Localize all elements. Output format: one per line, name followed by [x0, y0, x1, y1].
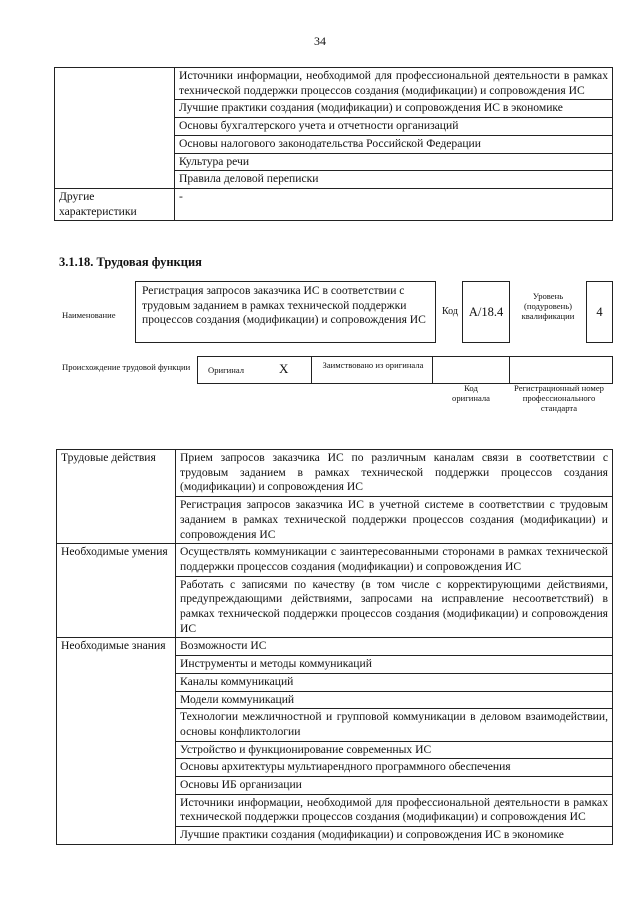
registration-number-label: Регистрационный номер профессионального стандарта [514, 383, 604, 413]
qualification-level-value: 4 [596, 304, 603, 319]
table-cell: Основы архитектуры мультиарендного программного обеспечения [176, 759, 613, 777]
table-row [55, 188, 613, 220]
row-group-label: Трудовые действия [57, 450, 176, 544]
origin-cell-divider [311, 357, 312, 383]
qualification-level-label: Уровень (подуровень) квалификации [521, 291, 575, 321]
row-group-label: Другие характеристики [55, 188, 175, 220]
top-requirements-table [54, 67, 613, 221]
table-cell: Лучшие практики создания (модификации) и сопровождения ИС в экономике [176, 827, 613, 845]
borrowed-label: Заимствовано из оригинала [322, 360, 424, 370]
table-cell: Инструменты и методы коммуникаций [176, 656, 613, 674]
section-heading: 3.1.18. Трудовая функция [59, 255, 202, 269]
table-row [57, 450, 613, 497]
original-code-label: Код оригинала [452, 383, 490, 403]
table-cell: Правила деловой переписки [175, 171, 613, 189]
function-name-box [135, 281, 436, 343]
labor-function-table [56, 449, 613, 845]
code-value: A/18.4 [468, 304, 504, 319]
origin-row [197, 356, 613, 384]
origin-label: Происхождение трудовой функции [62, 362, 191, 372]
origin-cell-divider [432, 357, 433, 383]
origin-cell-divider [197, 357, 198, 383]
origin-cell-divider [612, 357, 613, 383]
qualification-level-box [586, 281, 613, 343]
table-cell: Технологии межличностной и групповой коммуникации в деловом взаимодействии, основы конфликтологии [176, 709, 613, 741]
original-mark: X [279, 361, 289, 376]
table-row [55, 68, 613, 100]
table-row [57, 544, 613, 576]
table-cell: Прием запросов заказчика ИС по различным каналам связи в соответствии с трудовым заданием в рамках технической поддержки процессов создания (модификации) и сопровождения ИС [176, 450, 613, 497]
table-cell: Источники информации, необходимой для профессиональной деятельности в рамках технической поддержки процессов создания (модификации) и сопровождения ИС [176, 794, 613, 826]
table-cell: Работать с записями по качеству (в том числе с корректирующими действиями, предупреждающими действиями, запросами на исправление несоответствий) в рамках технической поддержки процессов создания (модификации) и сопровождения ИС [176, 576, 613, 638]
table-cell: Основы ИБ организации [176, 777, 613, 795]
table-cell: Культура речи [175, 153, 613, 171]
table-cell: Модели коммуникаций [176, 691, 613, 709]
page-number: 34 [314, 34, 326, 48]
table-cell: - [175, 188, 613, 220]
table-cell: Основы бухгалтерского учета и отчетности организаций [175, 118, 613, 136]
row-group-label: Необходимые умения [57, 544, 176, 638]
table-cell: Каналы коммуникаций [176, 673, 613, 691]
row-group-label: Необходимые знания [57, 638, 176, 844]
function-name-value: Регистрация запросов заказчика ИС в соответствии с трудовым заданием в рамках технической поддержки процессов создания (модификации) и сопровождения ИС [142, 284, 426, 326]
code-box [462, 281, 510, 343]
table-cell: Регистрация запросов заказчика ИС в учетной системе в соответствии с трудовым заданием в рамках технической поддержки процессов создания (модификации) и сопровождения ИС [176, 497, 613, 544]
table-cell: Основы налогового законодательства Российской Федерации [175, 135, 613, 153]
name-label: Наименование [62, 310, 116, 320]
table-row [57, 638, 613, 656]
original-label: Оригинал [208, 365, 245, 375]
table-cell: Лучшие практики создания (модификации) и сопровождения ИС в экономике [175, 100, 613, 118]
table-cell: Источники информации, необходимой для профессиональной деятельности в рамках технической поддержки процессов создания (модификации) и сопровождения ИС [175, 68, 613, 100]
table-cell: Возможности ИС [176, 638, 613, 656]
code-label: Код [442, 306, 458, 317]
table-cell: Осуществлять коммуникации с заинтересованными сторонами в рамках технической поддержки процессов создания (модификации) и сопровождения ИС [176, 544, 613, 576]
origin-cell-divider [509, 357, 510, 383]
row-group-label [55, 68, 175, 189]
table-cell: Устройство и функционирование современных ИС [176, 741, 613, 759]
